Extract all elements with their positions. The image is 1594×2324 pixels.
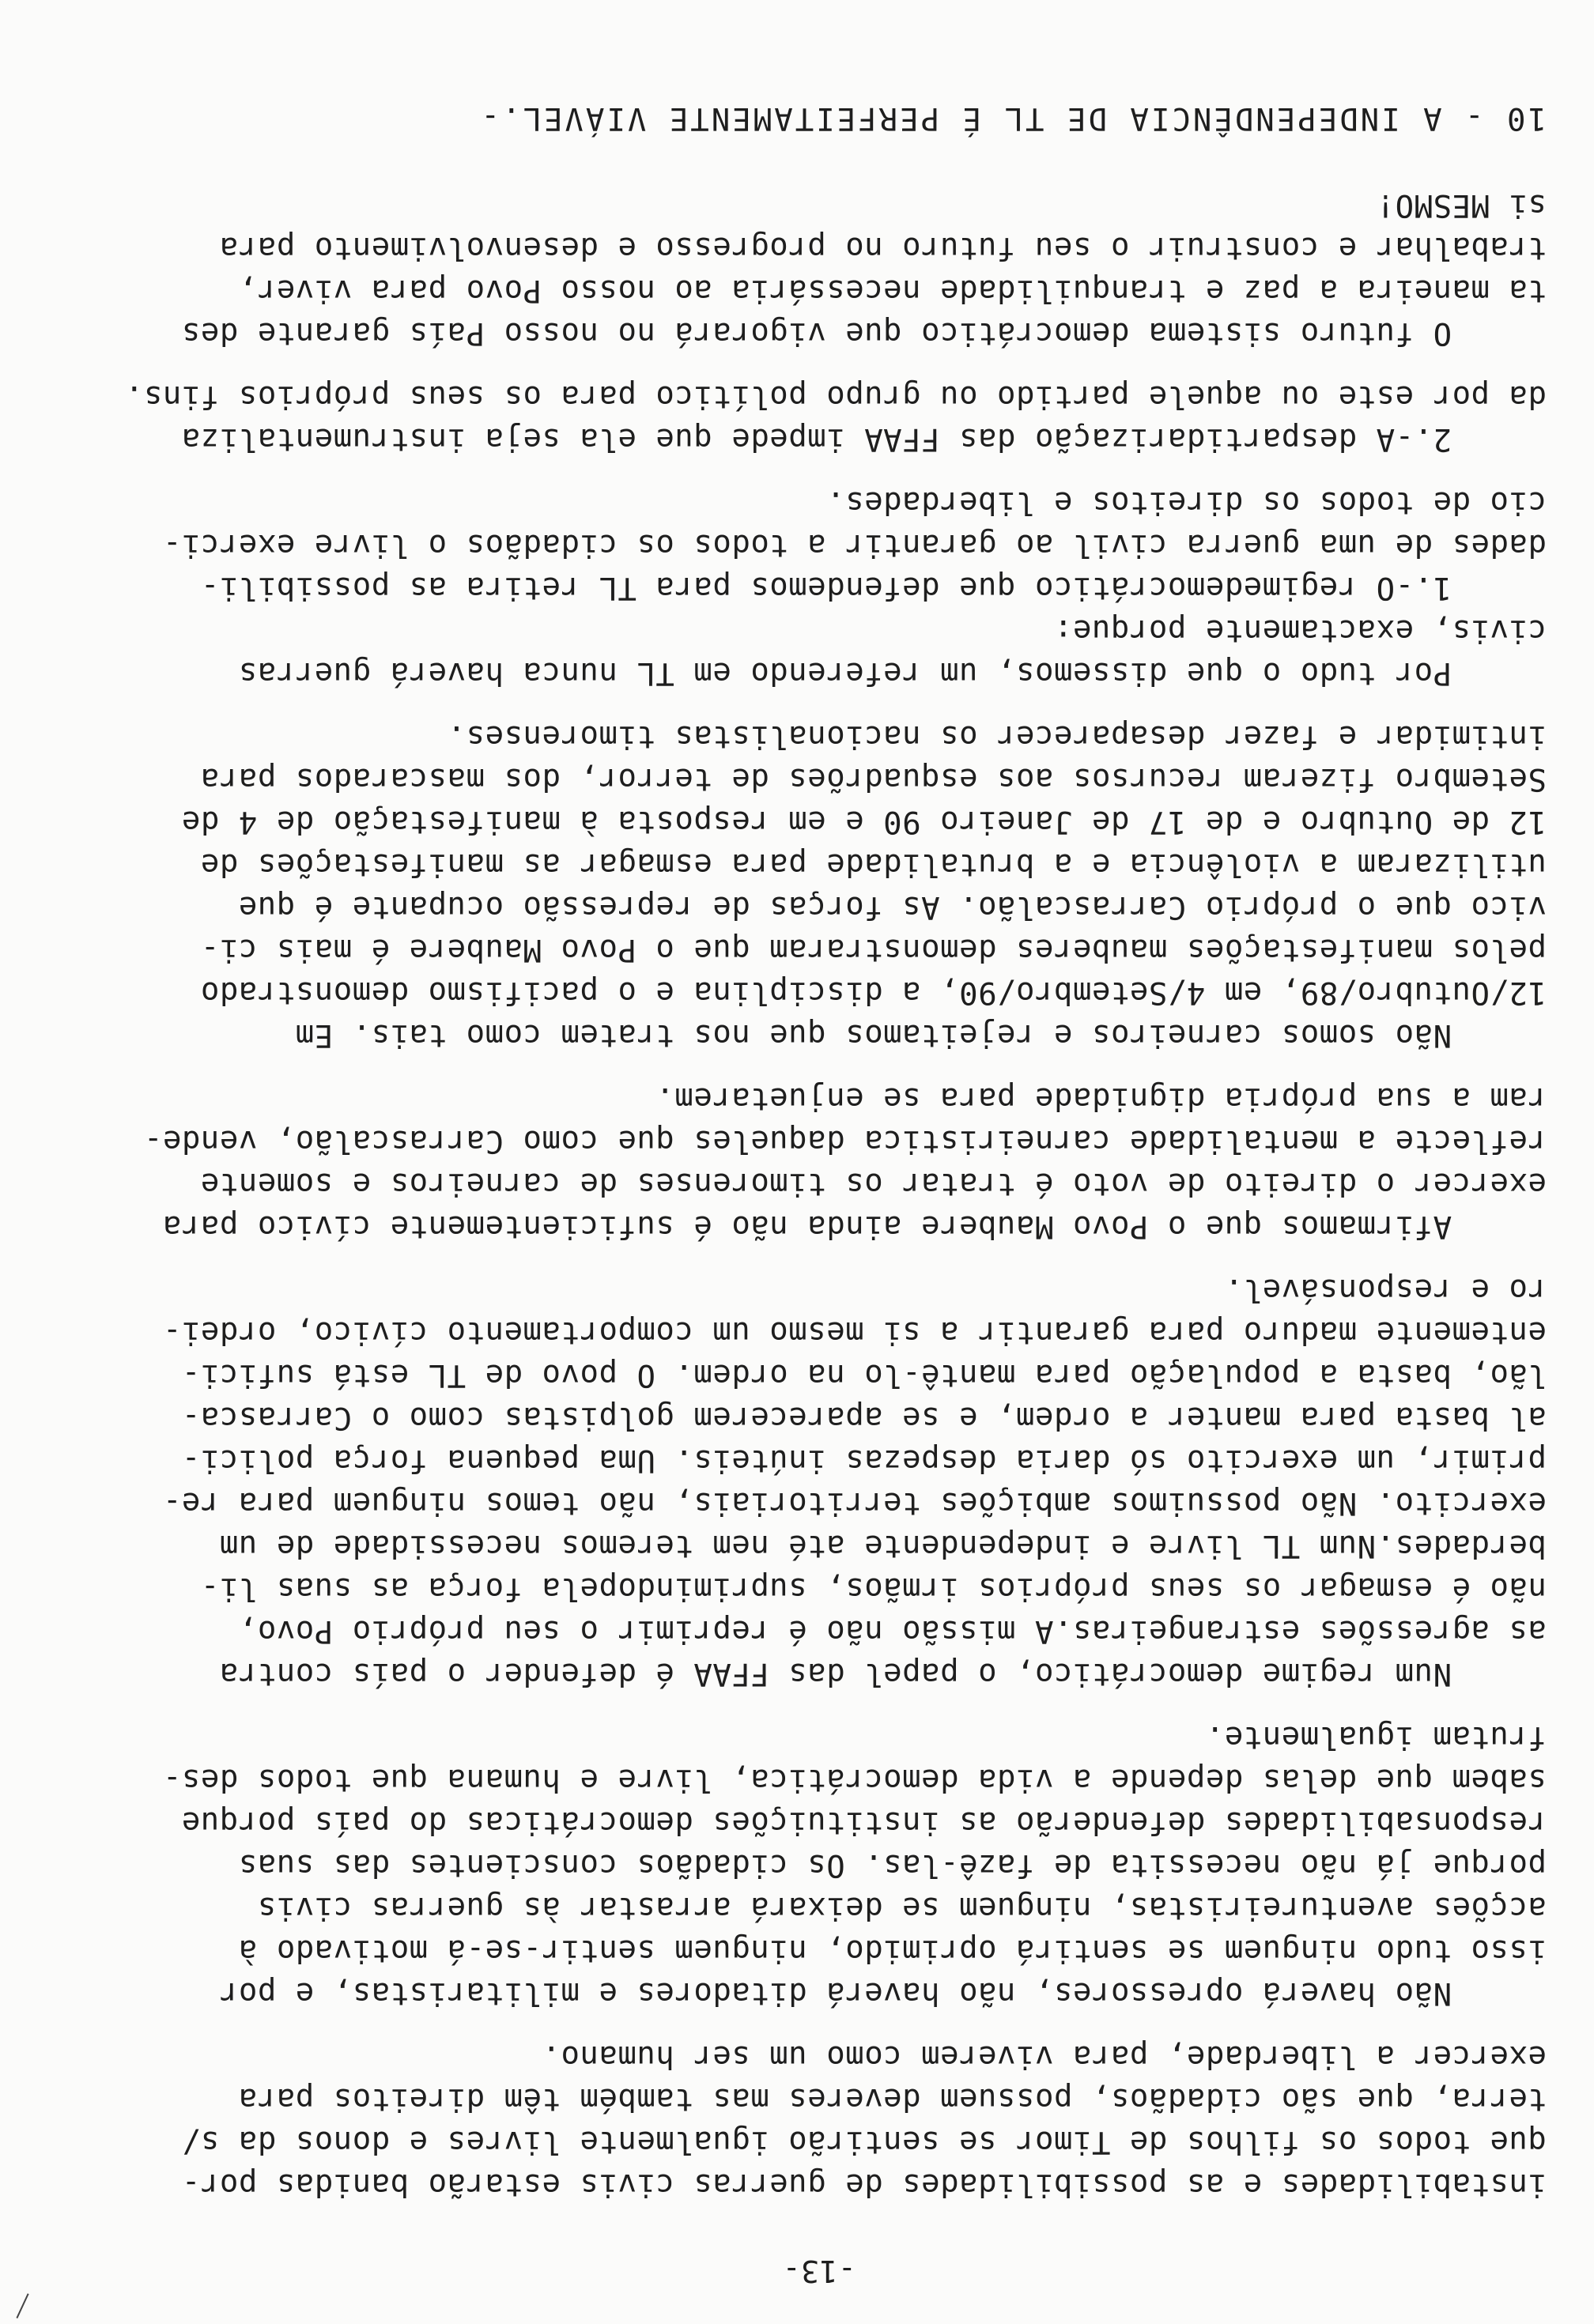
paragraph-gap bbox=[92, 163, 1547, 183]
text-line: primir, um exercito só daria despezas inúteis. Uma pequena força polici- bbox=[181, 1443, 1547, 1478]
text-line: sabem que delas depende a vida democrática, livre e humana que todos des- bbox=[162, 1762, 1547, 1798]
paragraph-gap bbox=[92, 354, 1547, 375]
text-line: Por tudo o que dissemos, um referendo em TL nunca haverá guerras bbox=[238, 655, 1547, 691]
paragraph-gap bbox=[92, 694, 1547, 715]
text-line: instabilidades e as possibilidades de guerras civis estarão banidas por- bbox=[181, 2167, 1547, 2202]
section-heading bbox=[92, 96, 1547, 139]
text-line: Afirmamos que o Povo Maubere ainda não é suficientemente cívico para bbox=[162, 1209, 1547, 1244]
paragraph bbox=[92, 1268, 1547, 1695]
text-line: responsabilidades defenderão as instituições democráticas do país porque bbox=[181, 1805, 1547, 1840]
text-line: civis, exactamente porque: bbox=[1053, 613, 1547, 648]
text-line: Não somos carneiros e rejeitamos que nos tratem como tais. Em bbox=[295, 1017, 1547, 1053]
text-line: porque já não necessita de fazê-las. Os cidadãos conscientes das suas bbox=[238, 1847, 1547, 1883]
text-line: acções aventureiristas, ninguem se deixará arrastar às guerras civis bbox=[257, 1890, 1547, 1926]
text-line: O futuro sistema democrático que vigorará no nosso País garante des bbox=[181, 315, 1547, 351]
text-line: Não haverá opressores, não haverá ditadores e militaristas, e por bbox=[219, 1975, 1547, 2011]
text-line: intimidar e fazer desaparecer os nacionalistas timorenses. bbox=[447, 719, 1547, 754]
text-line: entemente maduro para garantir a si mesmo um comportamento cívico, ordei- bbox=[162, 1315, 1547, 1350]
text-line: cio de todos os direitos e liberdades. bbox=[825, 485, 1547, 520]
text-line: não é esmagar os seus próprios irmãos, suprimindopela força as suas li- bbox=[200, 1571, 1547, 1606]
heading-text: 10 - A INDEPENDÊNCIA DE TL É PERFEITAMENTE VIÁVEL.- bbox=[478, 100, 1547, 136]
text-line: trabalhar e construir o seu futuro no progresso e desenvolvimento para bbox=[219, 230, 1547, 266]
text-line: que todos os filhos de Timor se sentirão igualmente livres e donos da s/ bbox=[181, 2124, 1547, 2160]
paragraph-gap bbox=[92, 1056, 1547, 1077]
paragraph bbox=[92, 375, 1547, 460]
pen-mark bbox=[9, 2290, 28, 2318]
text-line: 2.-A despartidarização das FFAA impede que ela seja instrumentaliza bbox=[181, 421, 1547, 457]
paragraph bbox=[92, 1077, 1547, 1247]
text-line: vico que o próprio Carrascalão. As forças de repressão ocupante é que bbox=[238, 889, 1547, 925]
text-line: 12 de Outubro e de 17 de Janeiro 90 e em resposta à manifestação de 4 de bbox=[181, 804, 1547, 839]
text-line: dades de uma guerra civil ao garantir a todos os cidadãos o livre exerci- bbox=[162, 527, 1547, 563]
text-line: exercer o direito de voto é tratar os timorenses de carneiros e somente bbox=[200, 1166, 1547, 1202]
text-line: berdades.Num TL livre e independente até nem teremos necessidade de um bbox=[219, 1528, 1547, 1564]
text-line: Setembro fizeram recursos aos esquadrões de terror, dos mascarados para bbox=[200, 761, 1547, 797]
paragraph bbox=[92, 481, 1547, 694]
paragraph-gap bbox=[92, 1247, 1547, 1268]
text-line: reflecte a mentalidade carneiristica daqueles que como Carrascalão, vende- bbox=[143, 1123, 1547, 1159]
paragraph bbox=[92, 183, 1547, 354]
paragraph-gap bbox=[92, 1695, 1547, 1715]
text-line: utilizaram a violência e a brutalidade para esmagar as manifestações de bbox=[200, 847, 1547, 882]
text-line: exercito. Não possuimos ambições territoriais, não temos ninguem para re- bbox=[162, 1485, 1547, 1521]
body-paragraphs bbox=[92, 163, 1547, 2205]
text-line: ta maneira a paz e tranquilidade necessária ao nosso Povo para viver, bbox=[238, 273, 1547, 308]
text-line: ram a sua própria dignidade para se enjuetarem. bbox=[655, 1081, 1547, 1116]
paragraph bbox=[92, 715, 1547, 1056]
text-line: 1.-O regimedemocrático que defendemos para TL retira as possibili- bbox=[200, 570, 1547, 606]
paragraph bbox=[92, 2035, 1547, 2205]
page-number: -13- bbox=[782, 2254, 856, 2288]
text-line: Num regime democrático, o papel das FFAA é defender o país contra bbox=[219, 1656, 1547, 1692]
text-line: frutam igualmente. bbox=[1205, 1719, 1547, 1755]
text-line: exercer a liberdade, para viverem como um ser humano. bbox=[542, 2039, 1547, 2074]
text-line: 12/Outubro/89, em 4/Setembro/90, a disciplina e o pacifismo demonstrado bbox=[200, 975, 1547, 1010]
text-line: as agressões estrangeiras.A missão não é reprimir o seu próprio Povo, bbox=[238, 1613, 1547, 1649]
text-line: isso tudo ninguem se sentirá oprimido, ninguem sentir-se-á motivado à bbox=[238, 1933, 1547, 1968]
text-line: da por este ou aquele partido ou grupo político para os seus próprios fins. bbox=[124, 379, 1547, 414]
text-line: al basta para manter a ordem, e se aparecerem golpistas como o Carrasca- bbox=[181, 1400, 1547, 1436]
typewritten-text bbox=[92, 96, 1547, 2292]
paragraph bbox=[92, 1715, 1547, 2014]
text-line: pelos manifestações mauberes demonstraram que o Povo Maubere é mais ci- bbox=[200, 932, 1547, 968]
text-line: lão, basta a população para mantê-lo na ordem. O povo de TL está sufici- bbox=[181, 1357, 1547, 1393]
text-line: si MESMO! bbox=[1376, 187, 1547, 223]
paragraph-gap bbox=[92, 460, 1547, 481]
text-line: terra, que são cidadãos, possuem deveres mas também têm direitos para bbox=[238, 2081, 1547, 2117]
text-line: ro e responsável. bbox=[1224, 1272, 1547, 1307]
paragraph-gap bbox=[92, 2014, 1547, 2035]
